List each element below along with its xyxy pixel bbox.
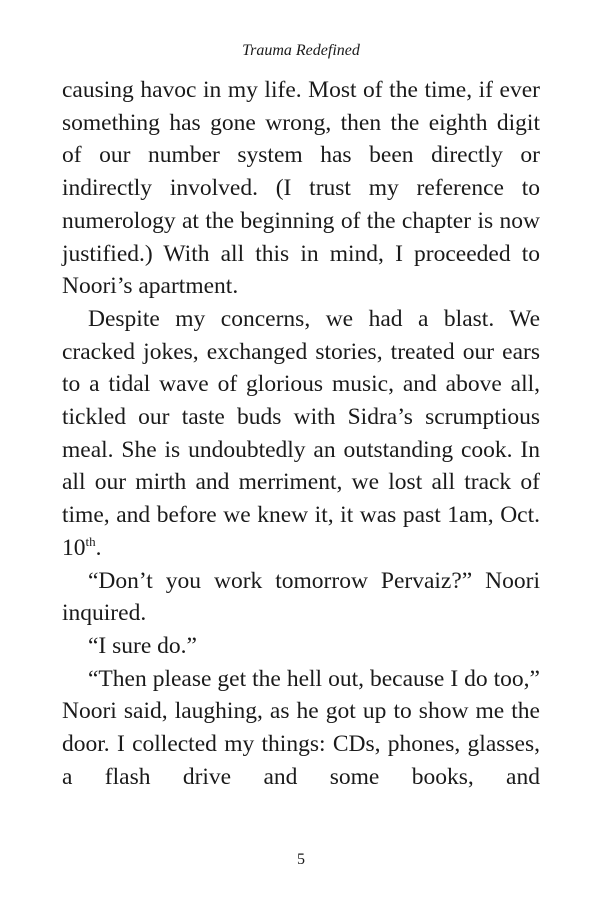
paragraph-3: “Don’t you work tomorrow Pervaiz?” Noori inquired. [62, 567, 540, 627]
paragraph-5: “Then please get the hell out, because I do too,” Noori said, laughing, as he got up to show me the door. I collected my things: CDs, phones, glasses, a flash drive and some books, and [62, 665, 540, 790]
paragraph-2 [62, 303, 540, 565]
page-number: 5 [297, 851, 305, 868]
paragraph-4: “I sure do.” [88, 632, 197, 659]
paragraph-2-end: . [95, 534, 102, 561]
paragraph-2-text: Despite my concerns, we had a blast. We cracked jokes, exchanged stories, treated our ears to a tidal wave of glorious music, and above all, tickled our taste buds with Sidra’s scrumptious meal. She is undoubtedly an outstanding cook. In all our mirth and merriment, we lost all track of time, and before we knew it, it was past 1am, Oct. 10 [62, 305, 540, 561]
running-head: Trauma Redefined [242, 42, 360, 59]
body-text [62, 74, 540, 793]
ordinal-suffix: th [85, 533, 96, 549]
paragraph-1: causing havoc in my life. Most of the time, if ever something has gone wrong, then the eighth digit of our number system has been directly or indirectly involved. (I trust my reference to numerology at the beginning of the chapter is now justified.) With all this in mind, I proceeded to Noori’s apartment. [62, 77, 540, 300]
